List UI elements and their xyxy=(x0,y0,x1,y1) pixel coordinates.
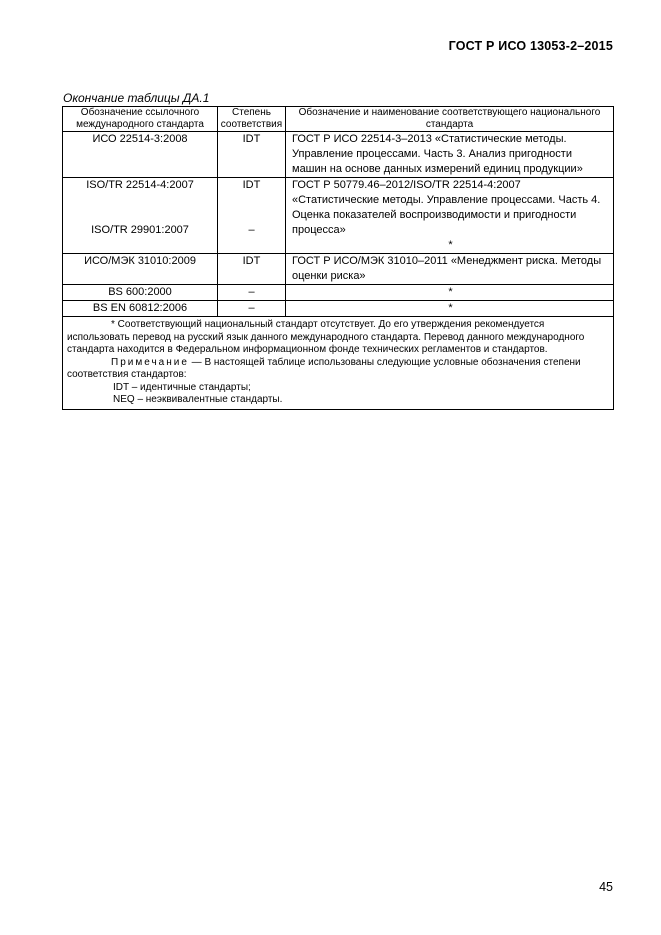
document-header: ГОСТ Р ИСО 13053-2–2015 xyxy=(448,39,613,53)
degree-cell: IDT xyxy=(218,254,286,285)
national-value: ГОСТ Р 50779.46–2012/ISO/TR 22514-4:2007 «Статистические методы. Управление процессами. Часть 4. Оценка показателей воспроизводимости и пригодности процесса» xyxy=(292,179,601,236)
degree-cell: IDT xyxy=(218,132,286,178)
table-row xyxy=(63,132,614,178)
degree-value: IDT xyxy=(242,179,261,191)
neq-definition: NEQ – неэквивалентные стандарты. xyxy=(113,394,283,405)
degree-cell: – xyxy=(218,285,286,301)
header-degree: Степень соответствия xyxy=(218,107,286,132)
table-caption: Окончание таблицы ДА.1 xyxy=(63,91,210,105)
note-text: — В настоящей таблице использованы следующие условные обозначения степени соответствия стандартов: xyxy=(67,356,581,380)
reference-cell xyxy=(63,178,218,254)
national-cell xyxy=(286,178,614,254)
degree-cell xyxy=(218,178,286,254)
national-cell: ГОСТ Р ИСО/МЭК 31010–2011 «Менеджмент риска. Методы оценки риска» xyxy=(286,254,614,285)
table-row xyxy=(63,178,614,254)
table-header-row xyxy=(63,107,614,132)
reference-value-secondary: ISO/TR 29901:2007 xyxy=(91,224,189,236)
header-reference-standard: Обозначение ссылочного международного стандарта xyxy=(63,107,218,132)
degree-value-secondary: – xyxy=(248,224,255,236)
national-value-secondary: * xyxy=(448,239,453,251)
table-row xyxy=(63,301,614,317)
national-cell: * xyxy=(286,285,614,301)
table-row xyxy=(63,254,614,285)
national-cell: * xyxy=(286,301,614,317)
note-label: Примечание xyxy=(111,356,189,368)
idt-definition: IDT – идентичные стандарты; xyxy=(113,381,251,393)
national-cell: ГОСТ Р ИСО 22514-3–2013 «Статистические методы. Управление процессами. Часть 3. Анализ пригодности машин на основе данных измерений единиц продукции» xyxy=(286,132,614,178)
note-paragraph xyxy=(67,357,609,382)
reference-value: ISO/TR 22514-4:2007 xyxy=(86,179,194,191)
star-footnote: * Соответствующий национальный стандарт отсутствует. До его утверждения рекомендуется использовать перевод на русский язык данного международного стандарта. Перевод данного международного стандарта находится в Федеральном информационном фонде технических регламентов и стандартов. xyxy=(67,319,585,355)
header-national-standard: Обозначение и наименование соответствующего национального стандарта xyxy=(286,107,614,132)
table-row xyxy=(63,285,614,301)
reference-cell: ИСО 22514-3:2008 xyxy=(63,132,218,178)
reference-cell: BS 600:2000 xyxy=(63,285,218,301)
footnote-row xyxy=(63,317,614,410)
reference-cell: ИСО/МЭК 31010:2009 xyxy=(63,254,218,285)
page-number: 45 xyxy=(599,880,613,894)
footnote-cell xyxy=(63,317,614,410)
correspondence-table xyxy=(62,106,614,410)
reference-cell: BS EN 60812:2006 xyxy=(63,301,218,317)
degree-cell: – xyxy=(218,301,286,317)
